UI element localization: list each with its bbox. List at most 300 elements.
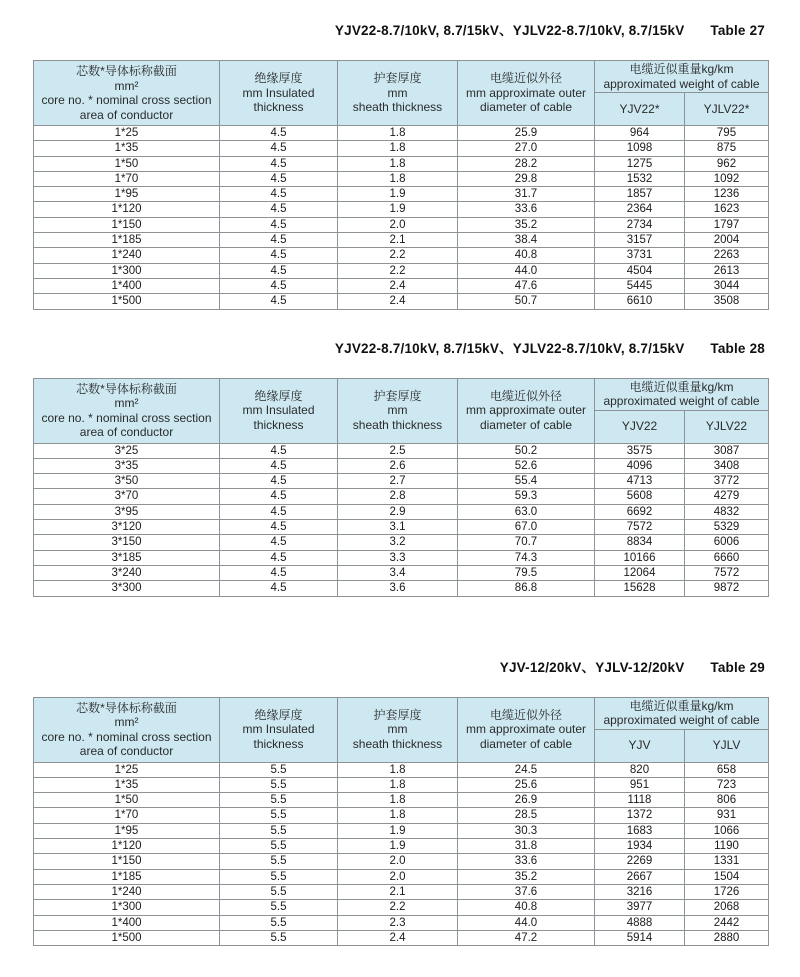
table-row: [34, 156, 769, 171]
header-weight-group: [595, 697, 769, 729]
table-cell: 27.0: [458, 141, 595, 156]
table-cell: 1*185: [34, 233, 220, 248]
table-cell: 723: [685, 777, 769, 792]
header-conductor-en2: area of conductor: [79, 744, 174, 759]
table-cell: 4.5: [220, 474, 338, 489]
header-insulation-en1: mm Insulated: [242, 722, 315, 737]
table-cell: 1*500: [34, 294, 220, 309]
header-conductor-en2: area of conductor: [79, 107, 174, 122]
table-row: [34, 550, 769, 565]
table-cell: 1*95: [34, 823, 220, 838]
table-cell: 5914: [595, 930, 685, 945]
header-sheath-en2: sheath thickness: [352, 736, 443, 751]
table-cell: 2.4: [338, 930, 458, 945]
table-cell: 1.9: [338, 187, 458, 202]
table-row: [34, 248, 769, 263]
table-cell: 1934: [595, 839, 685, 854]
table-cell: 4.5: [220, 141, 338, 156]
table-cell: 79.5: [458, 565, 595, 580]
table-cell: 4.5: [220, 458, 338, 473]
table-cell: 964: [595, 126, 685, 141]
table-29-number: Table 29: [710, 659, 765, 675]
header-diameter-zh: 电缆近似外径: [489, 707, 562, 722]
table-29-title: [33, 659, 768, 677]
table-cell: 25.6: [458, 777, 595, 792]
header-weight-en: approximated weight of cable: [603, 394, 760, 409]
header-insulation-zh: 绝缘厚度: [254, 707, 303, 722]
header-sheath-en1: mm: [387, 403, 408, 418]
table-row: [34, 520, 769, 535]
table-cell: 5.5: [220, 793, 338, 808]
table-cell: 1504: [685, 869, 769, 884]
table-cell: 3157: [595, 233, 685, 248]
cable-spec-table-27: [33, 60, 769, 310]
table-cell: 5.5: [220, 762, 338, 777]
table-cell: 74.3: [458, 550, 595, 565]
table-cell: 2667: [595, 869, 685, 884]
table-cell: 3*120: [34, 520, 220, 535]
header-insulation-en2: thickness: [253, 100, 304, 115]
table-cell: 3772: [685, 474, 769, 489]
table-row: [34, 762, 769, 777]
table-cell: 3.3: [338, 550, 458, 565]
table-cell: 2364: [595, 202, 685, 217]
header-conductor-en1: core no. * nominal cross section: [41, 93, 212, 107]
table-cell: 4.5: [220, 294, 338, 309]
table-cell: 4.5: [220, 535, 338, 550]
header-conductor-en1: core no. * nominal cross section: [41, 729, 212, 744]
table-cell: 35.2: [458, 869, 595, 884]
table-cell: 4096: [595, 458, 685, 473]
table-cell: 1*300: [34, 900, 220, 915]
table-cell: 875: [685, 141, 769, 156]
table-cell: 2734: [595, 217, 685, 232]
table-28-body: [34, 443, 769, 596]
table-cell: 50.7: [458, 294, 595, 309]
header-diameter-en2: diameter of cable: [479, 417, 573, 432]
table-29-section: [33, 659, 768, 947]
header-conductor-unit: mm²: [114, 715, 139, 730]
table-cell: 67.0: [458, 520, 595, 535]
header-weight-group: [595, 378, 769, 410]
table-cell: 15628: [595, 581, 685, 596]
table-cell: 10166: [595, 550, 685, 565]
table-row: [34, 900, 769, 915]
table-cell: 1.9: [338, 839, 458, 854]
table-cell: 38.4: [458, 233, 595, 248]
table-cell: 25.9: [458, 126, 595, 141]
table-cell: 29.8: [458, 171, 595, 186]
table-cell: 86.8: [458, 581, 595, 596]
header-weight-en: approximated weight of cable: [603, 76, 760, 91]
header-conductor-unit: mm²: [114, 78, 139, 93]
header-insulation: [220, 378, 338, 443]
table-cell: 1857: [595, 187, 685, 202]
header-weight-yjlv22: YJLV22: [685, 410, 769, 443]
table-cell: 5.5: [220, 777, 338, 792]
table-cell: 63.0: [458, 504, 595, 519]
table-cell: 8834: [595, 535, 685, 550]
table-cell: 4.5: [220, 217, 338, 232]
table-cell: 5.5: [220, 823, 338, 838]
table-27-header: [34, 61, 769, 126]
header-insulation-en1: mm Insulated: [242, 403, 315, 418]
table-cell: 2.2: [338, 900, 458, 915]
table-cell: 1532: [595, 171, 685, 186]
table-cell: 658: [685, 762, 769, 777]
table-cell: 6660: [685, 550, 769, 565]
table-cell: 4.5: [220, 248, 338, 263]
table-cell: 1*25: [34, 126, 220, 141]
table-cell: 795: [685, 126, 769, 141]
header-sheath: [338, 697, 458, 762]
table-cell: 2068: [685, 900, 769, 915]
table-cell: 4.5: [220, 126, 338, 141]
header-sheath: [338, 61, 458, 126]
table-cell: 3*185: [34, 550, 220, 565]
header-diameter-en1: mm approximate outer: [465, 85, 587, 100]
header-insulation-zh: 绝缘厚度: [254, 388, 303, 403]
table-cell: 1*400: [34, 915, 220, 930]
table-cell: 3.4: [338, 565, 458, 580]
table-cell: 47.2: [458, 930, 595, 945]
table-cell: 4.5: [220, 278, 338, 293]
table-cell: 3087: [685, 443, 769, 458]
header-diameter-en1: mm approximate outer: [465, 722, 587, 737]
table-cell: 1.8: [338, 171, 458, 186]
table-cell: 6610: [595, 294, 685, 309]
table-row: [34, 793, 769, 808]
table-cell: 26.9: [458, 793, 595, 808]
table-cell: 7572: [685, 565, 769, 580]
table-cell: 30.3: [458, 823, 595, 838]
table-cell: 50.2: [458, 443, 595, 458]
table-cell: 3508: [685, 294, 769, 309]
table-cell: 1623: [685, 202, 769, 217]
table-cell: 2.0: [338, 217, 458, 232]
table-cell: 70.7: [458, 535, 595, 550]
table-cell: 1.8: [338, 126, 458, 141]
table-cell: 47.6: [458, 278, 595, 293]
table-cell: 3*70: [34, 489, 220, 504]
table-cell: 35.2: [458, 217, 595, 232]
table-cell: 1331: [685, 854, 769, 869]
table-cell: 6006: [685, 535, 769, 550]
table-cell: 1*95: [34, 187, 220, 202]
header-sheath-zh: 护套厚度: [373, 71, 422, 86]
table-cell: 3*25: [34, 443, 220, 458]
table-cell: 3*95: [34, 504, 220, 519]
table-cell: 4.5: [220, 233, 338, 248]
table-cell: 1*300: [34, 263, 220, 278]
table-cell: 4.5: [220, 187, 338, 202]
table-cell: 1*400: [34, 278, 220, 293]
table-cell: 3977: [595, 900, 685, 915]
table-cell: 1*150: [34, 217, 220, 232]
table-28-title-text: YJV22-8.7/10kV, 8.7/15kV、YJLV22-8.7/10kV, 8.7/15kV: [334, 340, 685, 356]
table-cell: 4.5: [220, 504, 338, 519]
table-cell: 3*300: [34, 581, 220, 596]
table-cell: 1.8: [338, 808, 458, 823]
header-weight-zh: 电缆近似重量kg/km: [629, 698, 734, 713]
table-row: [34, 535, 769, 550]
header-diameter-en2: diameter of cable: [479, 100, 573, 115]
table-cell: 1726: [685, 884, 769, 899]
table-cell: 5.5: [220, 869, 338, 884]
table-cell: 40.8: [458, 900, 595, 915]
header-conductor-zh: 芯数*导体标称截面: [76, 381, 177, 396]
header-conductor: [34, 378, 220, 443]
table-cell: 2.7: [338, 474, 458, 489]
table-cell: 2263: [685, 248, 769, 263]
table-cell: 1*120: [34, 202, 220, 217]
table-cell: 3*50: [34, 474, 220, 489]
table-cell: 1236: [685, 187, 769, 202]
header-sheath-en1: mm: [387, 85, 408, 100]
table-row: [34, 565, 769, 580]
header-conductor-zh: 芯数*导体标称截面: [76, 64, 177, 78]
table-cell: 2.0: [338, 854, 458, 869]
table-row: [34, 474, 769, 489]
table-cell: 4.5: [220, 202, 338, 217]
table-cell: 1.9: [338, 202, 458, 217]
table-cell: 4504: [595, 263, 685, 278]
table-cell: 3408: [685, 458, 769, 473]
table-cell: 4.5: [220, 263, 338, 278]
table-cell: 12064: [595, 565, 685, 580]
table-cell: 37.6: [458, 884, 595, 899]
table-cell: 931: [685, 808, 769, 823]
header-conductor-unit: mm²: [114, 396, 139, 411]
table-cell: 5.5: [220, 854, 338, 869]
table-28-number: Table 28: [710, 340, 765, 356]
header-diameter-zh: 电缆近似外径: [489, 388, 562, 403]
table-row: [34, 915, 769, 930]
table-28-section: [33, 340, 768, 597]
table-cell: 1*120: [34, 839, 220, 854]
table-row: [34, 884, 769, 899]
table-cell: 59.3: [458, 489, 595, 504]
header-weight-yjlv: YJLV: [685, 729, 769, 762]
table-cell: 5608: [595, 489, 685, 504]
table-cell: 6692: [595, 504, 685, 519]
table-row: [34, 171, 769, 186]
table-cell: 5.5: [220, 900, 338, 915]
table-cell: 2269: [595, 854, 685, 869]
table-cell: 1.8: [338, 156, 458, 171]
table-cell: 1275: [595, 156, 685, 171]
table-row: [34, 217, 769, 232]
table-cell: 3044: [685, 278, 769, 293]
table-cell: 28.5: [458, 808, 595, 823]
header-sheath: [338, 378, 458, 443]
table-cell: 1066: [685, 823, 769, 838]
table-cell: 4.5: [220, 489, 338, 504]
table-cell: 4.5: [220, 443, 338, 458]
table-cell: 1098: [595, 141, 685, 156]
table-cell: 1*240: [34, 884, 220, 899]
cable-spec-table-28: [33, 378, 769, 597]
table-row: [34, 854, 769, 869]
table-cell: 1*70: [34, 171, 220, 186]
header-sheath-zh: 护套厚度: [373, 707, 422, 722]
table-row: [34, 839, 769, 854]
table-cell: 2.8: [338, 489, 458, 504]
table-cell: 3*150: [34, 535, 220, 550]
table-row: [34, 504, 769, 519]
table-cell: 33.6: [458, 854, 595, 869]
table-29-header: [34, 697, 769, 762]
table-27-number: Table 27: [710, 23, 765, 38]
table-cell: 1*35: [34, 141, 220, 156]
table-cell: 5.5: [220, 884, 338, 899]
header-diameter-en2: diameter of cable: [479, 736, 573, 751]
table-cell: 2.4: [338, 294, 458, 309]
table-cell: 1.8: [338, 777, 458, 792]
table-29-title-text: YJV-12/20kV、YJLV-12/20kV: [499, 659, 685, 675]
table-cell: 1.8: [338, 793, 458, 808]
header-diameter: [458, 378, 595, 443]
header-insulation: [220, 61, 338, 126]
table-cell: 52.6: [458, 458, 595, 473]
table-cell: 4832: [685, 504, 769, 519]
header-conductor: [34, 61, 220, 126]
header-weight-yjv22: YJV22: [595, 410, 685, 443]
table-row: [34, 823, 769, 838]
table-cell: 1797: [685, 217, 769, 232]
table-cell: 40.8: [458, 248, 595, 263]
table-cell: 9872: [685, 581, 769, 596]
table-cell: 3216: [595, 884, 685, 899]
table-cell: 7572: [595, 520, 685, 535]
table-cell: 4.5: [220, 156, 338, 171]
header-conductor-en2: area of conductor: [79, 425, 174, 440]
header-sheath-en2: sheath thickness: [352, 100, 443, 115]
table-cell: 4.5: [220, 520, 338, 535]
table-cell: 1372: [595, 808, 685, 823]
table-row: [34, 233, 769, 248]
header-insulation: [220, 697, 338, 762]
table-cell: 5329: [685, 520, 769, 535]
header-insulation-en1: mm Insulated: [242, 85, 315, 100]
table-cell: 2.0: [338, 869, 458, 884]
table-28-title: [33, 340, 768, 358]
table-row: [34, 278, 769, 293]
table-cell: 1118: [595, 793, 685, 808]
table-row: [34, 777, 769, 792]
header-weight-zh: 电缆近似重量kg/km: [629, 379, 734, 394]
table-cell: 951: [595, 777, 685, 792]
table-cell: 24.5: [458, 762, 595, 777]
table-cell: 2.1: [338, 884, 458, 899]
header-diameter-zh: 电缆近似外径: [489, 71, 562, 86]
header-weight-zh: 电缆近似重量kg/km: [629, 62, 734, 76]
table-cell: 1683: [595, 823, 685, 838]
table-cell: 5.5: [220, 839, 338, 854]
table-cell: 5.5: [220, 808, 338, 823]
table-cell: 31.7: [458, 187, 595, 202]
table-cell: 1*35: [34, 777, 220, 792]
table-cell: 820: [595, 762, 685, 777]
table-cell: 33.6: [458, 202, 595, 217]
header-weight-yjlv22: YJLV22*: [685, 93, 769, 126]
header-diameter: [458, 697, 595, 762]
table-cell: 3*240: [34, 565, 220, 580]
table-cell: 4.5: [220, 565, 338, 580]
table-cell: 2880: [685, 930, 769, 945]
table-27-body: [34, 126, 769, 310]
table-cell: 1.8: [338, 762, 458, 777]
table-row: [34, 126, 769, 141]
table-cell: 5.5: [220, 915, 338, 930]
table-27-section: [33, 0, 768, 310]
table-cell: 2.3: [338, 915, 458, 930]
header-insulation-en2: thickness: [253, 736, 304, 751]
table-cell: 55.4: [458, 474, 595, 489]
header-weight-en: approximated weight of cable: [603, 713, 760, 728]
table-cell: 962: [685, 156, 769, 171]
table-cell: 1092: [685, 171, 769, 186]
header-insulation-zh: 绝缘厚度: [254, 71, 303, 86]
table-cell: 44.0: [458, 915, 595, 930]
table-row: [34, 443, 769, 458]
table-cell: 5.5: [220, 930, 338, 945]
table-cell: 1*150: [34, 854, 220, 869]
table-cell: 5445: [595, 278, 685, 293]
table-row: [34, 458, 769, 473]
table-cell: 4.5: [220, 581, 338, 596]
header-conductor-en1: core no. * nominal cross section: [41, 410, 212, 425]
table-cell: 1*240: [34, 248, 220, 263]
table-29-body: [34, 762, 769, 946]
header-conductor-zh: 芯数*导体标称截面: [76, 700, 177, 715]
table-cell: 2.4: [338, 278, 458, 293]
table-cell: 1*50: [34, 793, 220, 808]
table-cell: 2004: [685, 233, 769, 248]
table-cell: 2442: [685, 915, 769, 930]
table-cell: 1.8: [338, 141, 458, 156]
table-cell: 1.9: [338, 823, 458, 838]
table-cell: 806: [685, 793, 769, 808]
table-cell: 2.5: [338, 443, 458, 458]
table-cell: 3.1: [338, 520, 458, 535]
table-cell: 2.1: [338, 233, 458, 248]
table-cell: 3575: [595, 443, 685, 458]
table-row: [34, 808, 769, 823]
table-cell: 44.0: [458, 263, 595, 278]
table-row: [34, 294, 769, 309]
table-row: [34, 187, 769, 202]
header-weight-group: [595, 61, 769, 93]
table-cell: 3*35: [34, 458, 220, 473]
table-cell: 1190: [685, 839, 769, 854]
table-cell: 2.2: [338, 248, 458, 263]
table-cell: 4.5: [220, 550, 338, 565]
table-cell: 1*50: [34, 156, 220, 171]
table-cell: 1*500: [34, 930, 220, 945]
table-cell: 1*25: [34, 762, 220, 777]
header-sheath-zh: 护套厚度: [373, 388, 422, 403]
table-row: [34, 141, 769, 156]
header-weight-yjv22: YJV22*: [595, 93, 685, 126]
table-cell: 2.6: [338, 458, 458, 473]
table-row: [34, 263, 769, 278]
table-cell: 4888: [595, 915, 685, 930]
table-row: [34, 869, 769, 884]
header-insulation-en2: thickness: [253, 417, 304, 432]
header-diameter-en1: mm approximate outer: [465, 403, 587, 418]
table-cell: 2613: [685, 263, 769, 278]
